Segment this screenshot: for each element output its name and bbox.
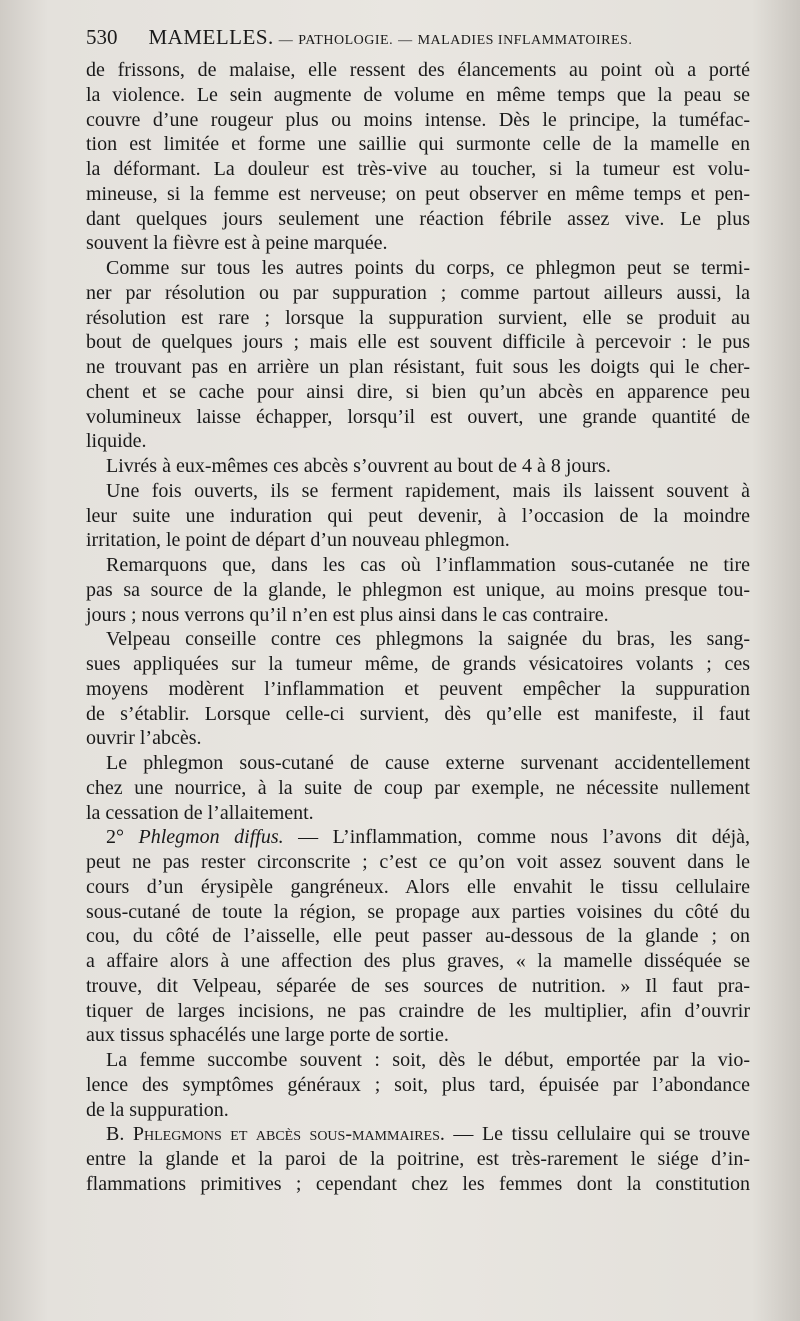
text-line bbox=[86, 825, 750, 850]
text-line bbox=[86, 1172, 750, 1197]
line-text: pas sa source de la glande, le phlegmon est unique, au moins presque tou- bbox=[86, 578, 750, 601]
line-text: la cessation de l’allaitement. bbox=[86, 801, 314, 824]
line-text: la violence. Le sein augmente de volume en même temps que la peau se bbox=[86, 83, 750, 106]
line-text: La femme succombe souvent : soit, dès le début, emportée par la vio- bbox=[106, 1049, 750, 1071]
line-text: tiquer de larges incisions, ne pas craindre de les multiplier, afin d’ouvrir bbox=[86, 999, 750, 1022]
text-line bbox=[86, 83, 750, 108]
text-line bbox=[86, 924, 750, 949]
line-text: irritation, le point de départ d’un nouveau phlegmon. bbox=[86, 529, 510, 552]
text-line bbox=[86, 850, 750, 875]
running-header bbox=[86, 22, 756, 52]
line-text: cou, du côté de l’aisselle, elle peut passer au-dessous de la glande ; on bbox=[86, 925, 750, 948]
line-text: sues appliquées sur la tumeur même, de grands vésicatoires volants ; ces bbox=[86, 653, 750, 675]
line-text: souvent la fièvre est à peine marquée. bbox=[86, 232, 388, 255]
line-text: Le phlegmon sous-cutané de cause externe survenant accidentellement bbox=[106, 752, 750, 774]
line-text: a affaire alors à une affection des plus graves, « la mamelle disséquée se bbox=[86, 950, 750, 972]
line-text: bout de quelques jours ; mais elle est souvent difficile à percevoir : le pus bbox=[86, 331, 750, 354]
line-text: moyens modèrent l’inflammation et peuvent empêcher la suppuration bbox=[86, 677, 750, 700]
text-line bbox=[86, 306, 750, 331]
line-text: de frissons, de malaise, elle ressent des élancements au point où a porté bbox=[86, 59, 750, 81]
text-line bbox=[86, 207, 750, 232]
line-text: sous-cutané de toute la région, se propage aux parties voisines du côté du bbox=[86, 900, 750, 923]
line-text: jours ; nous verrons qu’il n’en est plus ainsi dans le cas contraire. bbox=[86, 603, 609, 626]
text-line bbox=[86, 875, 750, 900]
text-line bbox=[86, 1098, 750, 1123]
text-line bbox=[86, 726, 750, 751]
text-line bbox=[86, 974, 750, 999]
text-line bbox=[86, 553, 750, 578]
text-line bbox=[86, 801, 750, 826]
line-text: ne trouvant pas en arrière un plan résistant, fuit sous les doigts qui le cher- bbox=[86, 356, 750, 378]
text-line bbox=[86, 281, 750, 306]
line-text: Remarquons que, dans les cas où l’inflammation sous-cutanée ne tire bbox=[106, 554, 750, 576]
text-line bbox=[86, 1023, 750, 1048]
header-section: PATHOLOGIE. bbox=[298, 33, 394, 48]
text-line bbox=[86, 652, 750, 677]
line-text: de s’établir. Lorsque celle-ci survient, dès qu’elle est manifeste, il faut bbox=[86, 702, 750, 725]
text-line bbox=[86, 330, 750, 355]
text-line bbox=[86, 949, 750, 974]
text-line bbox=[86, 355, 750, 380]
text-line bbox=[86, 454, 750, 479]
line-text: chez une nourrice, à la suite de coup par exemple, ne nécessite nullement bbox=[86, 776, 750, 799]
line-text: cours d’un érysipèle gangréneux. Alors elle envahit le tissu cellulaire bbox=[86, 875, 750, 898]
text-line bbox=[86, 405, 750, 430]
text-line bbox=[86, 58, 750, 83]
line-prefix: 2° bbox=[106, 826, 139, 849]
text-line bbox=[86, 231, 750, 256]
body-text bbox=[86, 58, 750, 1197]
line-text: leur suite une induration qui peut devenir, à l’occasion de la moindre bbox=[86, 504, 750, 527]
line-text: tion est limitée et forme une saillie qui surmonte celle de la mamelle en bbox=[86, 133, 750, 156]
text-line bbox=[86, 157, 750, 182]
line-text: Une fois ouverts, ils se ferment rapidement, mais ils laissent souvent à bbox=[106, 479, 750, 502]
text-line bbox=[86, 132, 750, 157]
text-line bbox=[86, 677, 750, 702]
line-text: chent et se cache pour ainsi dire, si bien qu’un abcès en apparence peu bbox=[86, 380, 750, 403]
line-text: — L’inflammation, comme nous l’avons dit déjà, bbox=[283, 826, 751, 849]
header-subsection: MALADIES INFLAMMATOIRES. bbox=[417, 33, 633, 48]
line-prefix: B. bbox=[106, 1123, 133, 1146]
line-text: liquide. bbox=[86, 430, 147, 453]
line-text: lence des symptômes généraux ; soit, plus tard, épuisée par l’abondance bbox=[86, 1073, 750, 1096]
smallcaps-heading: Phlegmons et abcès sous-mammaires. bbox=[132, 1123, 445, 1146]
line-text: ner par résolution ou par suppuration ; comme partout ailleurs aussi, la bbox=[86, 281, 750, 304]
text-line bbox=[86, 1073, 750, 1098]
line-text: dant quelques jours seulement une réaction fébrile assez vive. Le plus bbox=[86, 207, 750, 230]
text-line bbox=[86, 751, 750, 776]
text-line bbox=[86, 900, 750, 925]
header-separator: — bbox=[278, 33, 294, 48]
line-text: couvre d’une rougeur plus ou moins intense. Dès le principe, la tuméfac- bbox=[86, 108, 750, 131]
text-line bbox=[86, 429, 750, 454]
line-text: flammations primitives ; cependant chez les femmes dont la constitution bbox=[86, 1172, 750, 1195]
line-text: mineuse, si la femme est nerveuse; on peut observer en même temps et pen- bbox=[86, 182, 750, 205]
text-line bbox=[86, 256, 750, 281]
line-text: Comme sur tous les autres points du corps, ce phlegmon peut se termi- bbox=[106, 257, 750, 279]
header-separator: — bbox=[398, 33, 413, 48]
text-line bbox=[86, 578, 750, 603]
text-line bbox=[86, 108, 750, 133]
text-line bbox=[86, 776, 750, 801]
line-text: trouve, dit Velpeau, séparée de ses sources de nutrition. » Il faut pra- bbox=[86, 974, 750, 997]
line-text: Livrés à eux-mêmes ces abcès s’ouvrent au bout de 4 à 8 jours. bbox=[106, 455, 611, 477]
line-text: peut ne pas rester circonscrite ; c’est ce qu’on voit assez souvent dans le bbox=[86, 851, 750, 873]
line-text: de la suppuration. bbox=[86, 1098, 229, 1121]
text-line bbox=[86, 627, 750, 652]
page-number: 530 bbox=[86, 25, 118, 49]
text-line bbox=[86, 1048, 750, 1073]
text-line bbox=[86, 1147, 750, 1172]
text-line bbox=[86, 603, 750, 628]
text-line bbox=[86, 702, 750, 727]
line-text: — Le tissu cellulaire qui se trouve bbox=[444, 1123, 750, 1146]
line-text: Velpeau conseille contre ces phlegmons la saignée du bras, les sang- bbox=[106, 628, 750, 651]
text-line bbox=[86, 528, 750, 553]
text-line bbox=[86, 999, 750, 1024]
line-text: résolution est rare ; lorsque la suppuration survient, elle se produit au bbox=[86, 306, 750, 329]
line-text: volumineux laisse échapper, lorsqu’il est ouvert, une grande quantité de bbox=[86, 405, 750, 428]
italic-heading: Phlegmon diffus. bbox=[138, 826, 284, 849]
header-title: MAMELLES. bbox=[148, 25, 274, 49]
text-line bbox=[86, 380, 750, 405]
line-text: entre la glande et la paroi de la poitrine, est très-rarement le siége d’in- bbox=[86, 1148, 750, 1170]
text-line bbox=[86, 504, 750, 529]
text-line bbox=[86, 479, 750, 504]
text-line bbox=[86, 1122, 750, 1147]
line-text: ouvrir l’abcès. bbox=[86, 727, 202, 750]
text-line bbox=[86, 182, 750, 207]
line-text: la déformant. La douleur est très-vive au toucher, si la tumeur est volu- bbox=[86, 158, 750, 180]
line-text: aux tissus sphacélés une large porte de sortie. bbox=[86, 1024, 449, 1047]
